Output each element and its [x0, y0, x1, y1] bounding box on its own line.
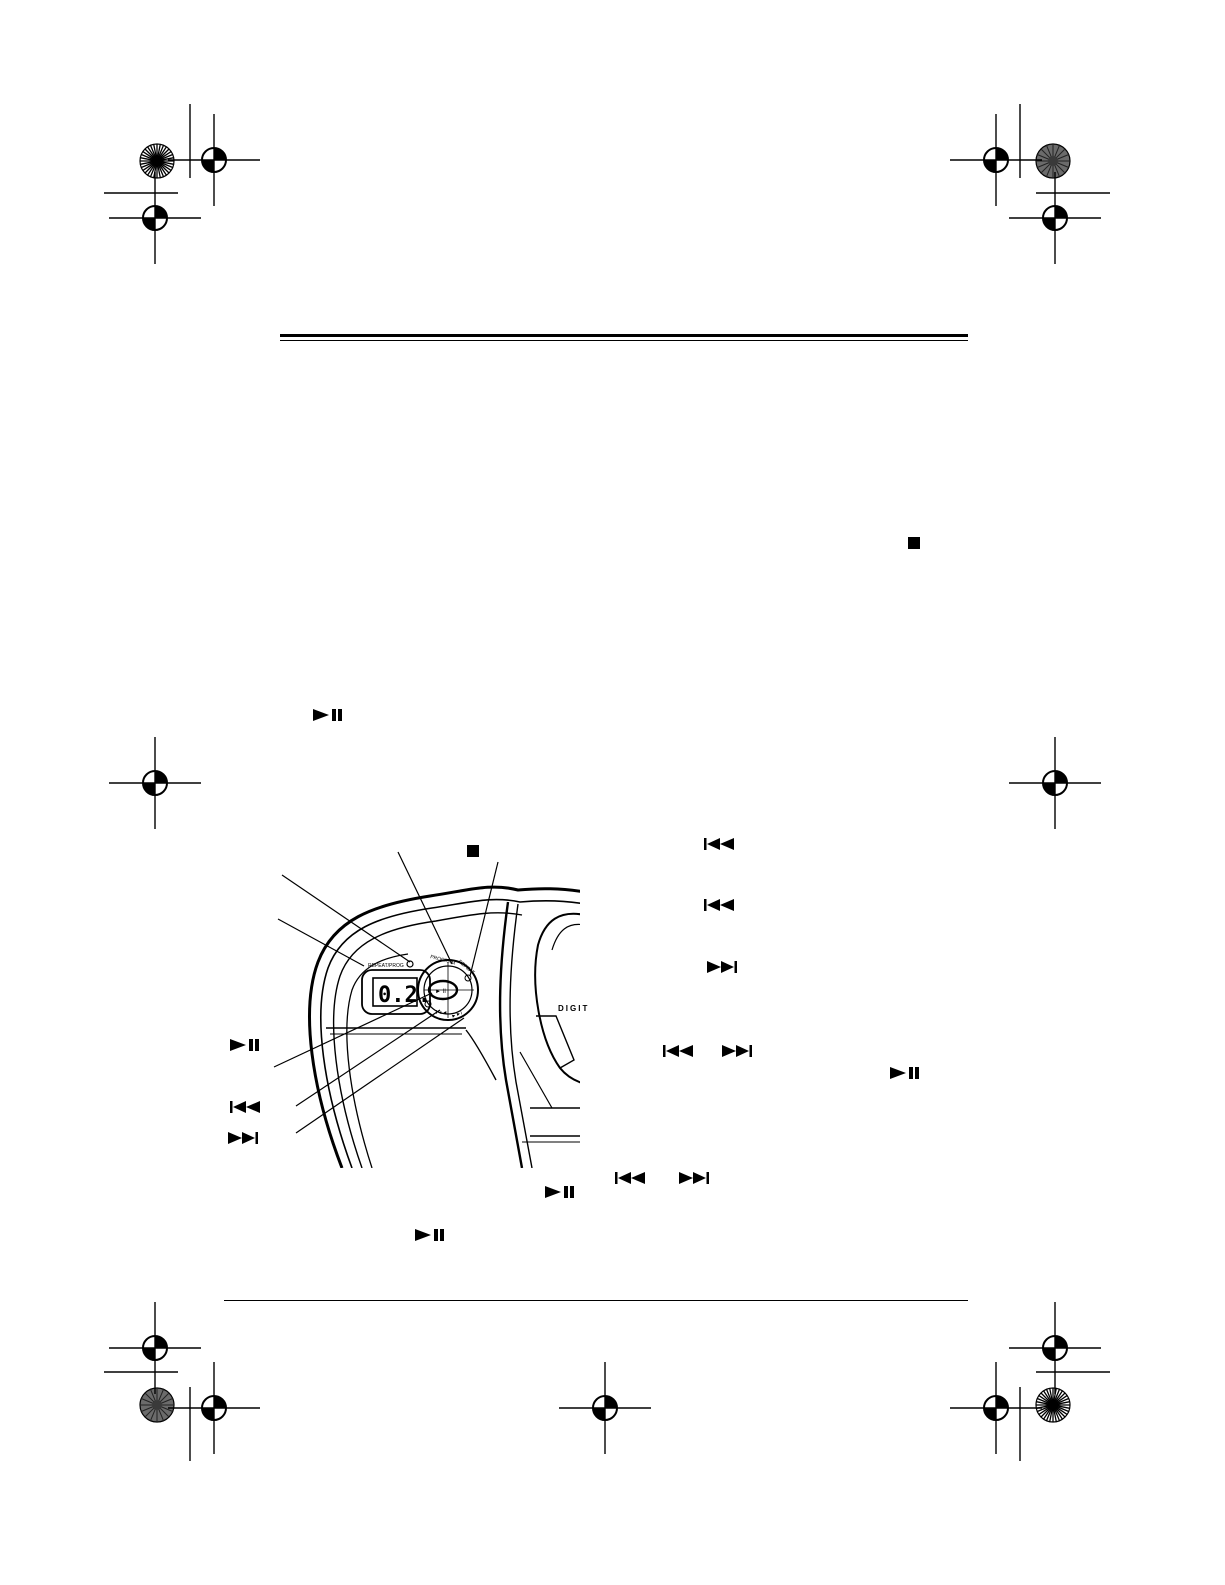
- registration-target-icon: [168, 114, 260, 206]
- skip-back-icon: [704, 899, 734, 911]
- registration-target-icon: [1009, 737, 1101, 829]
- skip-forward-icon: [679, 1172, 709, 1184]
- starburst-mark-icon: [1036, 144, 1070, 178]
- play-pause-icon: [415, 1229, 444, 1241]
- play-pause-icon: [313, 709, 342, 721]
- skip-forward-icon: [228, 1132, 258, 1144]
- registration-target-icon: [109, 1302, 201, 1394]
- crop-marks: [104, 104, 1110, 1461]
- brand-text: DIGIT: [558, 1004, 590, 1013]
- starburst-mark-icon: [140, 144, 174, 178]
- play-pause-icon: [890, 1067, 919, 1079]
- stop-icon: [908, 537, 920, 549]
- registration-target-icon: [109, 172, 201, 264]
- panel-label-repeat-prog: REPEAT/PROG: [368, 963, 404, 969]
- skip-back-icon: [230, 1101, 260, 1113]
- display-readout: 0.2.: [378, 983, 431, 1008]
- svg-text:I◄◄: I◄◄: [436, 1010, 448, 1016]
- starburst-mark-icon: [1036, 1388, 1070, 1422]
- registration-target-icon: [950, 1362, 1042, 1454]
- skip-back-icon: [615, 1172, 645, 1184]
- player-illustration: [228, 845, 589, 1168]
- registration-target-icon: [109, 737, 201, 829]
- registration-target-icon: [1009, 172, 1101, 264]
- svg-text:► II: ► II: [435, 989, 446, 995]
- registration-target-icon: [168, 1362, 260, 1454]
- skip-forward-icon: [707, 961, 737, 973]
- skip-back-icon: [663, 1045, 693, 1057]
- skip-back-icon: [704, 838, 734, 850]
- panel-label-program: PROGRAM: [429, 954, 456, 967]
- registration-target-icon: [559, 1362, 651, 1454]
- skip-forward-icon: [722, 1045, 752, 1057]
- play-pause-icon: [545, 1186, 574, 1198]
- registration-target-icon: [1009, 1302, 1101, 1394]
- svg-text:►►I: ►►I: [450, 1010, 464, 1020]
- starburst-mark-icon: [140, 1388, 174, 1422]
- panel-label-repeat: REPEAT: [456, 958, 476, 977]
- stop-icon: [467, 845, 479, 857]
- registration-target-icon: [950, 114, 1042, 206]
- play-pause-icon: [230, 1039, 259, 1051]
